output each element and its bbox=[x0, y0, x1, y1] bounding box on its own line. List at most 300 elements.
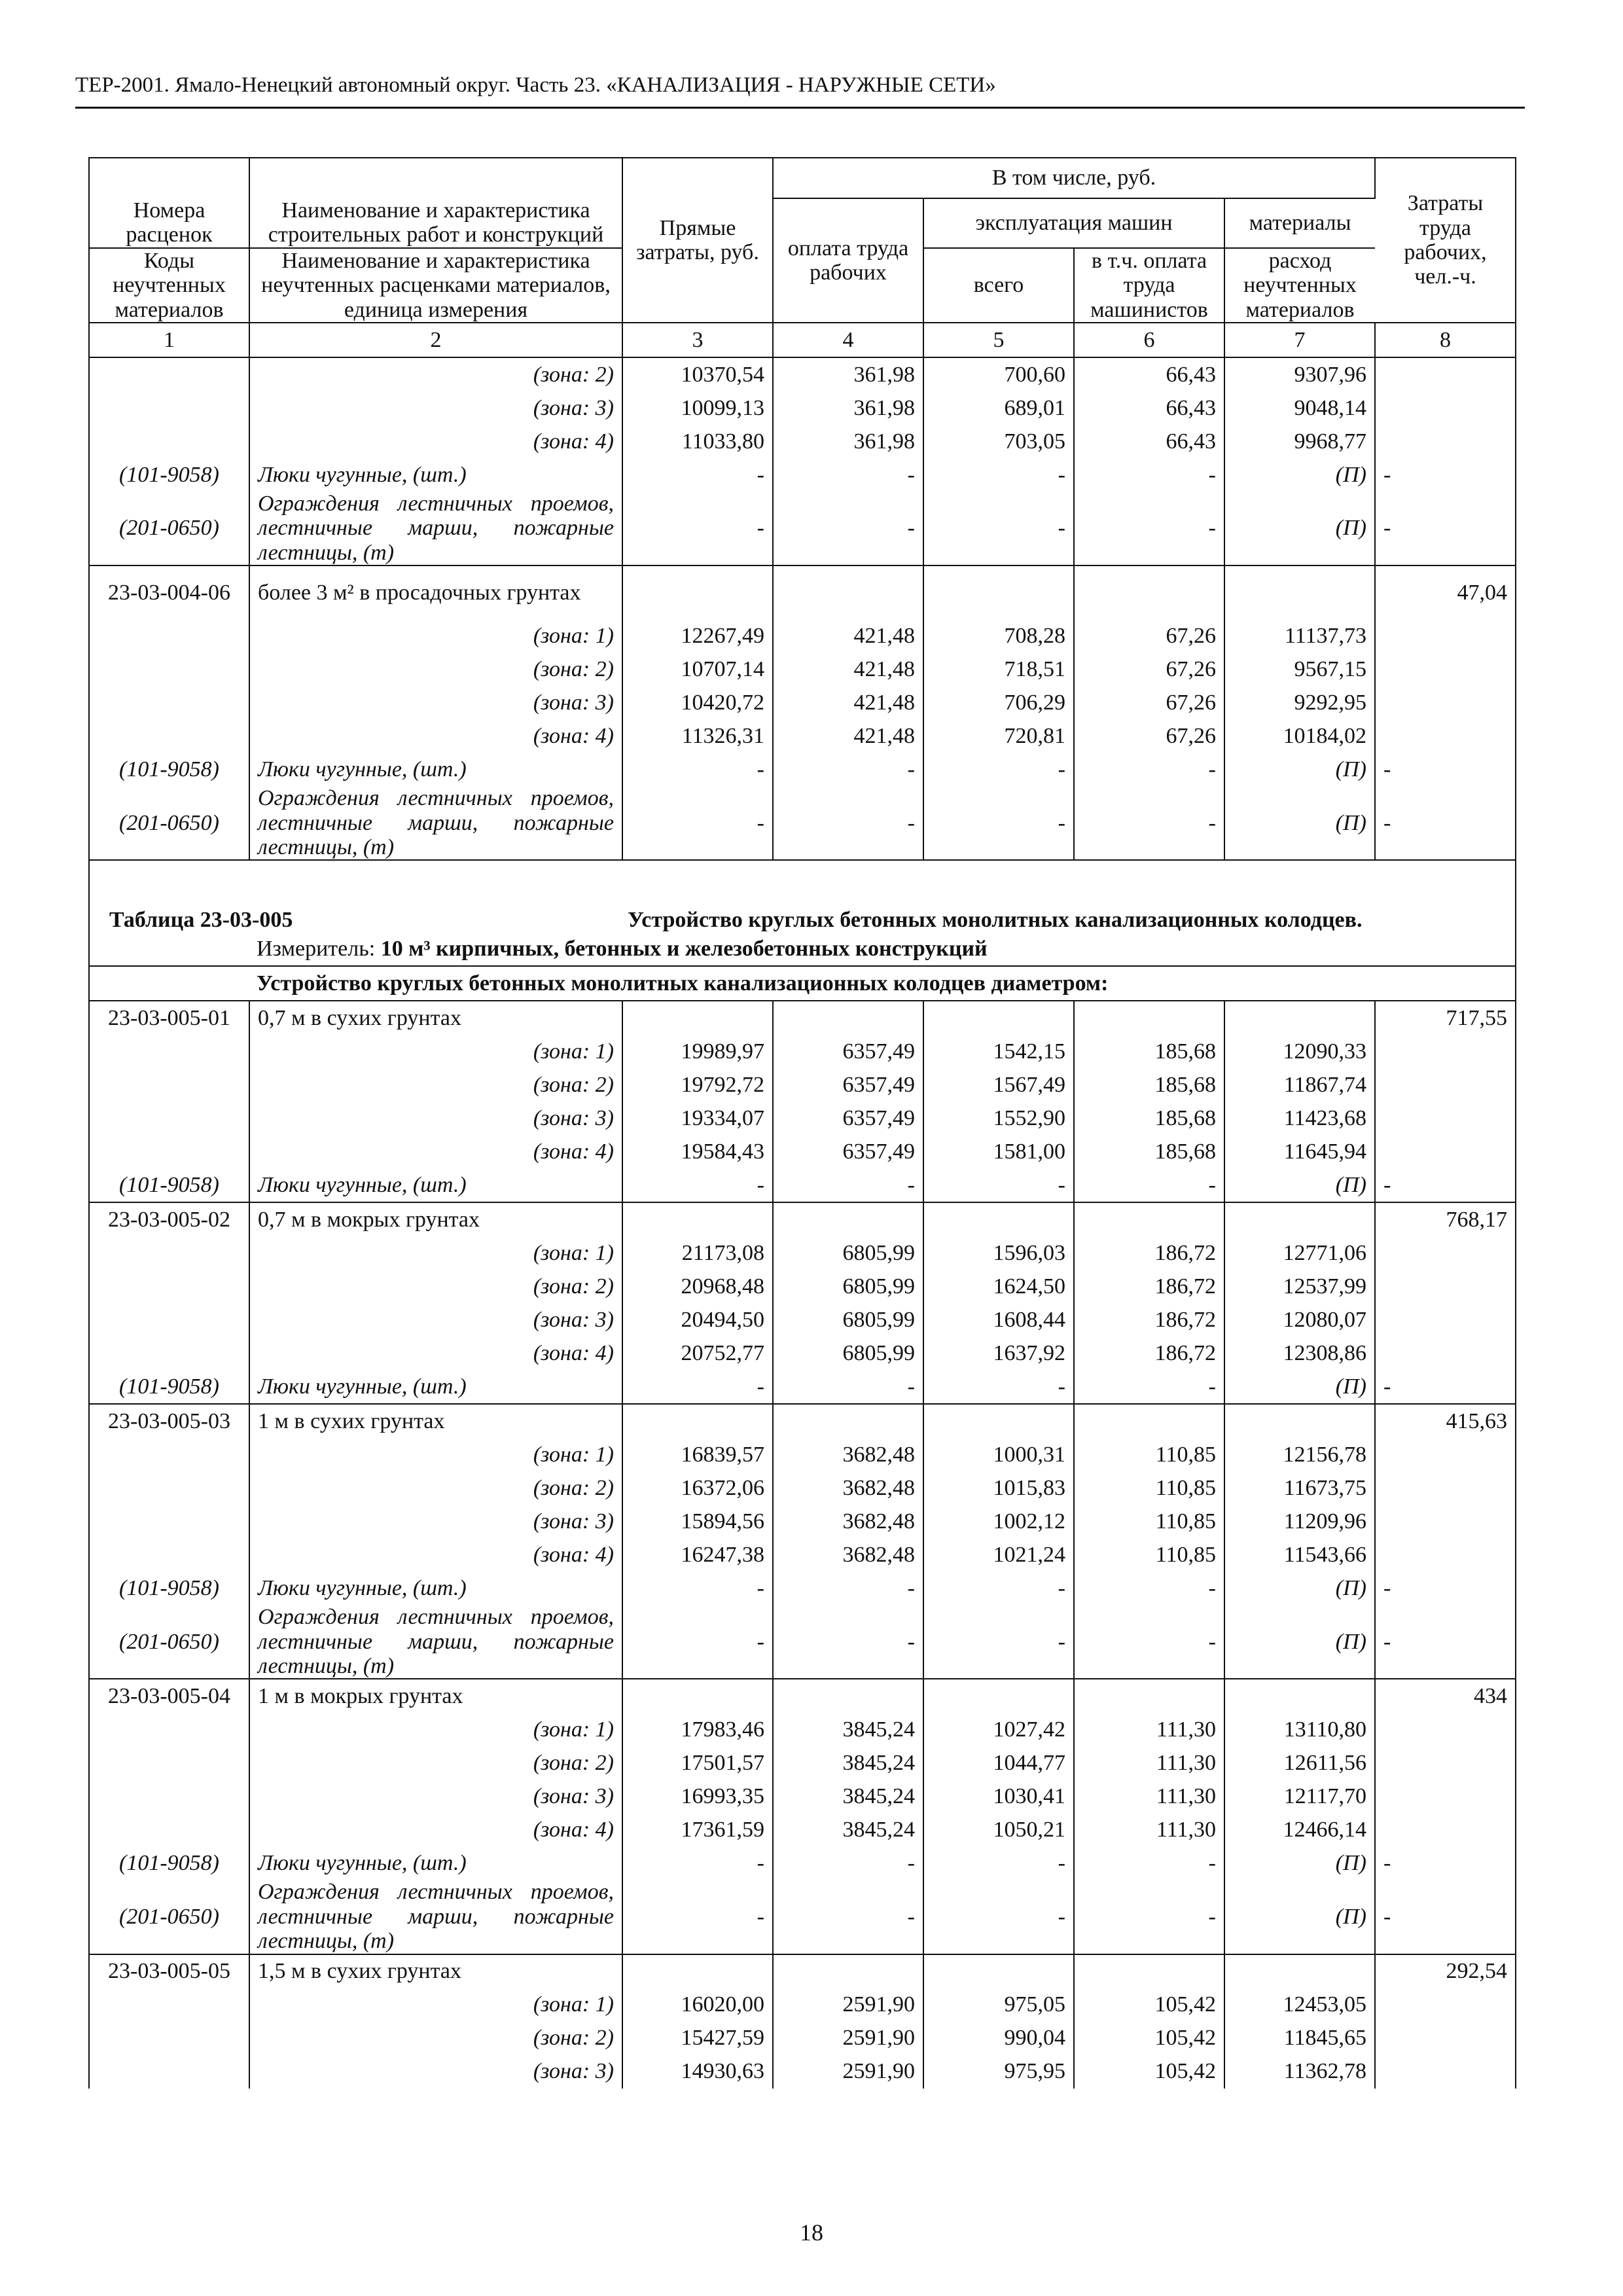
item-name: 1,5 м в сухих грунтах bbox=[249, 1954, 622, 1988]
head-machines-total: всего bbox=[923, 248, 1074, 323]
col-num-4: 4 bbox=[773, 323, 923, 357]
zone-row bbox=[89, 1102, 1516, 1135]
head-material-codes: Коды неучтенных материалов bbox=[89, 248, 249, 323]
material-name: Ограждения лестничных проемов, лестничные марши, пожарные лестницы, (т) bbox=[249, 492, 622, 565]
value-cell: - bbox=[1074, 1168, 1224, 1202]
value-cell: - bbox=[773, 458, 923, 492]
labor-cell: 717,55 bbox=[1375, 1001, 1516, 1035]
code-cell bbox=[89, 1538, 249, 1571]
value-cell: 110,85 bbox=[1074, 1505, 1224, 1538]
item-name: 1 м в сухих грунтах bbox=[249, 1404, 622, 1438]
value-cell: 17983,46 bbox=[622, 1713, 773, 1746]
col-num-1: 1 bbox=[89, 323, 249, 357]
value-cell: - bbox=[622, 1846, 773, 1880]
labor-cell bbox=[1375, 2055, 1516, 2089]
zone-row bbox=[89, 1438, 1516, 1471]
item-code: 23-03-005-02 bbox=[89, 1202, 249, 1236]
labor-cell bbox=[1375, 1035, 1516, 1068]
value-cell bbox=[923, 1001, 1074, 1035]
value-cell bbox=[1074, 1001, 1224, 1035]
labor-cell bbox=[1375, 1135, 1516, 1168]
value-cell: - bbox=[923, 492, 1074, 565]
table-title-row bbox=[89, 860, 1516, 932]
value-cell: 21173,08 bbox=[622, 1236, 773, 1270]
material-price-flag: (П) bbox=[1224, 1370, 1375, 1404]
labor-cell bbox=[1375, 1336, 1516, 1370]
section-title: Устройство круглых бетонных монолитных канализационных колодцев диаметром: bbox=[89, 966, 1516, 1001]
value-cell: 111,30 bbox=[1074, 1746, 1224, 1780]
value-cell: 16247,38 bbox=[622, 1538, 773, 1571]
item-row bbox=[89, 1404, 1516, 1438]
material-price-flag: (П) bbox=[1224, 1605, 1375, 1679]
code-cell bbox=[89, 1102, 249, 1135]
material-price-flag: (П) bbox=[1224, 1880, 1375, 1954]
value-cell: 16372,06 bbox=[622, 1471, 773, 1505]
zone-label: (зона: 1) bbox=[249, 1236, 622, 1270]
labor-cell: - bbox=[1375, 1571, 1516, 1605]
zone-label: (зона: 2) bbox=[249, 1471, 622, 1505]
value-cell: 11645,94 bbox=[1224, 1135, 1375, 1168]
item-row bbox=[89, 1202, 1516, 1236]
value-cell: 1015,83 bbox=[923, 1471, 1074, 1505]
col-num-2: 2 bbox=[249, 323, 622, 357]
code-cell bbox=[89, 1270, 249, 1303]
value-cell: 20752,77 bbox=[622, 1336, 773, 1370]
value-cell bbox=[622, 1679, 773, 1713]
material-code: (201-0650) bbox=[89, 1605, 249, 1679]
value-cell: 186,72 bbox=[1074, 1236, 1224, 1270]
labor-cell bbox=[1375, 1102, 1516, 1135]
zone-label: (зона: 1) bbox=[249, 1438, 622, 1471]
labor-cell bbox=[1375, 1270, 1516, 1303]
code-cell bbox=[89, 2055, 249, 2089]
head-labor: Затраты труда рабочих, чел.-ч. bbox=[1375, 158, 1516, 323]
value-cell: 11423,68 bbox=[1224, 1102, 1375, 1135]
material-name: Люки чугунные, (шт.) bbox=[249, 1571, 622, 1605]
zone-row bbox=[89, 1336, 1516, 1370]
value-cell: - bbox=[622, 1370, 773, 1404]
header-rule bbox=[75, 107, 1525, 109]
value-cell: - bbox=[923, 1880, 1074, 1954]
value-cell: 10099,13 bbox=[622, 391, 773, 425]
value-cell: 361,98 bbox=[773, 425, 923, 458]
code-cell bbox=[89, 1988, 249, 2022]
value-cell: - bbox=[773, 753, 923, 786]
material-price-flag: (П) bbox=[1224, 1846, 1375, 1880]
code-cell bbox=[89, 1780, 249, 1813]
value-cell bbox=[773, 1954, 923, 1988]
value-cell: 6357,49 bbox=[773, 1135, 923, 1168]
labor-cell: - bbox=[1375, 1880, 1516, 1954]
value-cell bbox=[1074, 1202, 1224, 1236]
value-cell: 421,48 bbox=[773, 619, 923, 653]
zone-label: (зона: 4) bbox=[249, 425, 622, 458]
zone-label: (зона: 1) bbox=[249, 619, 622, 653]
value-cell: - bbox=[622, 786, 773, 860]
value-cell: 1552,90 bbox=[923, 1102, 1074, 1135]
value-cell: - bbox=[1074, 492, 1224, 565]
code-cell bbox=[89, 1236, 249, 1270]
value-cell: 700,60 bbox=[923, 357, 1074, 391]
value-cell bbox=[923, 565, 1074, 619]
value-cell: - bbox=[622, 1571, 773, 1605]
value-cell: 361,98 bbox=[773, 391, 923, 425]
material-price-flag: (П) bbox=[1224, 786, 1375, 860]
value-cell: 66,43 bbox=[1074, 357, 1224, 391]
value-cell: - bbox=[773, 786, 923, 860]
value-cell: - bbox=[773, 1846, 923, 1880]
value-cell: 1567,49 bbox=[923, 1068, 1074, 1102]
value-cell: 12267,49 bbox=[622, 619, 773, 653]
value-cell bbox=[773, 1404, 923, 1438]
code-cell bbox=[89, 1505, 249, 1538]
item-name: 0,7 м в сухих грунтах bbox=[249, 1001, 622, 1035]
code-cell bbox=[89, 719, 249, 753]
material-code: (201-0650) bbox=[89, 786, 249, 860]
value-cell: 19334,07 bbox=[622, 1102, 773, 1135]
value-cell: 6805,99 bbox=[773, 1236, 923, 1270]
value-cell: 10370,54 bbox=[622, 357, 773, 391]
zone-row bbox=[89, 1236, 1516, 1270]
code-cell bbox=[89, 1035, 249, 1068]
value-cell: - bbox=[622, 1880, 773, 1954]
value-cell: 185,68 bbox=[1074, 1035, 1224, 1068]
value-cell bbox=[1224, 1954, 1375, 1988]
zone-label: (зона: 3) bbox=[249, 1505, 622, 1538]
zone-label: (зона: 3) bbox=[249, 1102, 622, 1135]
value-cell: 12308,86 bbox=[1224, 1336, 1375, 1370]
value-cell: - bbox=[622, 753, 773, 786]
material-name: Люки чугунные, (шт.) bbox=[249, 1168, 622, 1202]
value-cell: 708,28 bbox=[923, 619, 1074, 653]
value-cell: 689,01 bbox=[923, 391, 1074, 425]
value-cell bbox=[1224, 1202, 1375, 1236]
labor-cell bbox=[1375, 619, 1516, 653]
value-cell bbox=[622, 1202, 773, 1236]
value-cell: 12090,33 bbox=[1224, 1035, 1375, 1068]
labor-cell: - bbox=[1375, 786, 1516, 860]
value-cell: 67,26 bbox=[1074, 619, 1224, 653]
zone-label: (зона: 4) bbox=[249, 719, 622, 753]
value-cell: - bbox=[1074, 1605, 1224, 1679]
value-cell: 3682,48 bbox=[773, 1538, 923, 1571]
zone-label: (зона: 2) bbox=[249, 1068, 622, 1102]
value-cell: 11362,78 bbox=[1224, 2055, 1375, 2089]
value-cell: - bbox=[773, 1880, 923, 1954]
value-cell: 10420,72 bbox=[622, 686, 773, 719]
value-cell: 3682,48 bbox=[773, 1438, 923, 1471]
head-machines: эксплуатация машин bbox=[923, 198, 1224, 248]
head-work-names: Наименование и характеристика строительных работ и конструкций bbox=[249, 198, 622, 248]
item-code: 23-03-005-03 bbox=[89, 1404, 249, 1438]
zone-label: (зона: 1) bbox=[249, 1988, 622, 2022]
material-code: (101-9058) bbox=[89, 753, 249, 786]
labor-cell bbox=[1375, 686, 1516, 719]
material-row bbox=[89, 1605, 1516, 1679]
labor-cell: - bbox=[1375, 1168, 1516, 1202]
material-code: (101-9058) bbox=[89, 1168, 249, 1202]
zone-row bbox=[89, 653, 1516, 686]
code-cell bbox=[89, 1471, 249, 1505]
value-cell: 11867,74 bbox=[1224, 1068, 1375, 1102]
zone-label: (зона: 2) bbox=[249, 1270, 622, 1303]
value-cell: 1027,42 bbox=[923, 1713, 1074, 1746]
value-cell: - bbox=[923, 1571, 1074, 1605]
code-cell bbox=[89, 686, 249, 719]
value-cell: 975,05 bbox=[923, 1988, 1074, 2022]
value-cell: 6357,49 bbox=[773, 1035, 923, 1068]
value-cell: 185,68 bbox=[1074, 1135, 1224, 1168]
value-cell: - bbox=[1074, 1880, 1224, 1954]
value-cell: 110,85 bbox=[1074, 1471, 1224, 1505]
labor-cell bbox=[1375, 1780, 1516, 1813]
value-cell: 11326,31 bbox=[622, 719, 773, 753]
value-cell: - bbox=[923, 458, 1074, 492]
zone-label: (зона: 2) bbox=[249, 1746, 622, 1780]
zone-row bbox=[89, 1068, 1516, 1102]
value-cell: - bbox=[923, 753, 1074, 786]
zone-row bbox=[89, 391, 1516, 425]
value-cell: 105,42 bbox=[1074, 1988, 1224, 2022]
col-num-8: 8 bbox=[1375, 323, 1516, 357]
value-cell bbox=[1074, 1679, 1224, 1713]
labor-cell bbox=[1375, 719, 1516, 753]
value-cell: 67,26 bbox=[1074, 653, 1224, 686]
page-number: 18 bbox=[800, 2219, 823, 2246]
value-cell: 990,04 bbox=[923, 2022, 1074, 2055]
zone-label: (зона: 3) bbox=[249, 1780, 622, 1813]
labor-cell bbox=[1375, 1068, 1516, 1102]
value-cell: 186,72 bbox=[1074, 1303, 1224, 1336]
value-cell bbox=[773, 565, 923, 619]
head-materials: материалы bbox=[1224, 198, 1375, 248]
value-cell: 11033,80 bbox=[622, 425, 773, 458]
value-cell: 1581,00 bbox=[923, 1135, 1074, 1168]
value-cell: 2591,90 bbox=[773, 1988, 923, 2022]
value-cell: 11209,96 bbox=[1224, 1505, 1375, 1538]
labor-cell bbox=[1375, 1988, 1516, 2022]
value-cell: 15894,56 bbox=[622, 1505, 773, 1538]
material-row bbox=[89, 1880, 1516, 1954]
item-code: 23-03-005-05 bbox=[89, 1954, 249, 1988]
labor-cell bbox=[1375, 1236, 1516, 1270]
head-worker-pay: оплата труда рабочих bbox=[773, 198, 923, 323]
value-cell: 975,95 bbox=[923, 2055, 1074, 2089]
value-cell: 17361,59 bbox=[622, 1813, 773, 1846]
material-price-flag: (П) bbox=[1224, 753, 1375, 786]
col-num-6: 6 bbox=[1074, 323, 1224, 357]
code-cell bbox=[89, 357, 249, 391]
zone-label: (зона: 4) bbox=[249, 1813, 622, 1846]
value-cell bbox=[1224, 565, 1375, 619]
labor-cell: - bbox=[1375, 753, 1516, 786]
value-cell bbox=[622, 1954, 773, 1988]
value-cell: 20968,48 bbox=[622, 1270, 773, 1303]
value-cell: - bbox=[1074, 1571, 1224, 1605]
value-cell: 186,72 bbox=[1074, 1336, 1224, 1370]
zone-row bbox=[89, 1505, 1516, 1538]
labor-cell bbox=[1375, 1471, 1516, 1505]
value-cell: 12080,07 bbox=[1224, 1303, 1375, 1336]
value-cell: - bbox=[622, 458, 773, 492]
value-cell: 3682,48 bbox=[773, 1505, 923, 1538]
value-cell bbox=[773, 1001, 923, 1035]
item-name: более 3 м² в просадочных грунтах bbox=[249, 565, 622, 619]
value-cell bbox=[773, 1679, 923, 1713]
value-cell: 16020,00 bbox=[622, 1988, 773, 2022]
material-name: Ограждения лестничных проемов, лестничные марши, пожарные лестницы, (т) bbox=[249, 1880, 622, 1954]
item-row bbox=[89, 1679, 1516, 1713]
zone-label: (зона: 4) bbox=[249, 1538, 622, 1571]
value-cell: 1002,12 bbox=[923, 1505, 1074, 1538]
value-cell: 66,43 bbox=[1074, 425, 1224, 458]
value-cell: 105,42 bbox=[1074, 2022, 1224, 2055]
zone-label: (зона: 1) bbox=[249, 1713, 622, 1746]
zone-label: (зона: 3) bbox=[249, 2055, 622, 2089]
value-cell: - bbox=[1074, 458, 1224, 492]
labor-cell: - bbox=[1375, 458, 1516, 492]
value-cell: 111,30 bbox=[1074, 1780, 1224, 1813]
value-cell: 15427,59 bbox=[622, 2022, 773, 2055]
labor-cell: - bbox=[1375, 1846, 1516, 1880]
labor-cell: 768,17 bbox=[1375, 1202, 1516, 1236]
head-machinists-pay: в т.ч. оплата труда машинистов bbox=[1074, 248, 1224, 323]
running-header: ТЕР-2001. Ямало-Ненецкий автономный округ. Часть 23. «КАНАЛИЗАЦИЯ - НАРУЖНЫЕ СЕТИ» bbox=[75, 73, 996, 97]
value-cell: 361,98 bbox=[773, 357, 923, 391]
value-cell: - bbox=[1074, 1370, 1224, 1404]
value-cell: 11845,65 bbox=[1224, 2022, 1375, 2055]
zone-row bbox=[89, 1471, 1516, 1505]
head-rate-numbers: Номера расценок bbox=[89, 198, 249, 248]
value-cell: 16839,57 bbox=[622, 1438, 773, 1471]
value-cell: - bbox=[1074, 1846, 1224, 1880]
value-cell: 11137,73 bbox=[1224, 619, 1375, 653]
value-cell: 11673,75 bbox=[1224, 1471, 1375, 1505]
head-incl: В том числе, руб. bbox=[773, 158, 1375, 198]
value-cell: 3845,24 bbox=[773, 1780, 923, 1813]
zone-label: (зона: 1) bbox=[249, 1035, 622, 1068]
zone-label: (зона: 4) bbox=[249, 1135, 622, 1168]
zone-row bbox=[89, 2055, 1516, 2089]
material-price-flag: (П) bbox=[1224, 1571, 1375, 1605]
zone-row bbox=[89, 1303, 1516, 1336]
code-cell bbox=[89, 391, 249, 425]
material-name: Люки чугунные, (шт.) bbox=[249, 753, 622, 786]
value-cell: 1044,77 bbox=[923, 1746, 1074, 1780]
value-cell: - bbox=[923, 1605, 1074, 1679]
labor-cell bbox=[1375, 1813, 1516, 1846]
labor-cell bbox=[1375, 1303, 1516, 1336]
material-row bbox=[89, 753, 1516, 786]
zone-row bbox=[89, 1813, 1516, 1846]
zone-label: (зона: 3) bbox=[249, 1303, 622, 1336]
value-cell: 12611,56 bbox=[1224, 1746, 1375, 1780]
labor-cell: - bbox=[1375, 1605, 1516, 1679]
material-name: Люки чугунные, (шт.) bbox=[249, 1370, 622, 1404]
value-cell: 1000,31 bbox=[923, 1438, 1074, 1471]
labor-cell bbox=[1375, 1713, 1516, 1746]
material-row bbox=[89, 1571, 1516, 1605]
value-cell: 421,48 bbox=[773, 686, 923, 719]
value-cell: - bbox=[622, 1168, 773, 1202]
value-cell: 66,43 bbox=[1074, 391, 1224, 425]
item-code: 23-03-005-01 bbox=[89, 1001, 249, 1035]
item-code: 23-03-005-04 bbox=[89, 1679, 249, 1713]
value-cell: 111,30 bbox=[1074, 1713, 1224, 1746]
value-cell: 9292,95 bbox=[1224, 686, 1375, 719]
labor-cell bbox=[1375, 357, 1516, 391]
section-row bbox=[89, 966, 1516, 1001]
material-name: Ограждения лестничных проемов, лестничные марши, пожарные лестницы, (т) bbox=[249, 1605, 622, 1679]
material-name: Люки чугунные, (шт.) bbox=[249, 1846, 622, 1880]
zone-label: (зона: 2) bbox=[249, 357, 622, 391]
value-cell: 16993,35 bbox=[622, 1780, 773, 1813]
col-num-7: 7 bbox=[1224, 323, 1375, 357]
value-cell: 12156,78 bbox=[1224, 1438, 1375, 1471]
code-cell bbox=[89, 1068, 249, 1102]
value-cell: 2591,90 bbox=[773, 2055, 923, 2089]
material-price-flag: (П) bbox=[1224, 458, 1375, 492]
labor-cell: 292,54 bbox=[1375, 1954, 1516, 1988]
value-cell: 10184,02 bbox=[1224, 719, 1375, 753]
value-cell: 1596,03 bbox=[923, 1236, 1074, 1270]
value-cell: 19792,72 bbox=[622, 1068, 773, 1102]
material-code: (101-9058) bbox=[89, 1571, 249, 1605]
value-cell: 1030,41 bbox=[923, 1780, 1074, 1813]
value-cell bbox=[622, 1404, 773, 1438]
item-row bbox=[89, 1001, 1516, 1035]
value-cell: - bbox=[1074, 786, 1224, 860]
value-cell: - bbox=[773, 492, 923, 565]
value-cell: 1624,50 bbox=[923, 1270, 1074, 1303]
value-cell: 105,42 bbox=[1074, 2055, 1224, 2089]
head-col2-spacer bbox=[249, 158, 622, 198]
value-cell: - bbox=[773, 1571, 923, 1605]
value-cell: 67,26 bbox=[1074, 686, 1224, 719]
value-cell: 1637,92 bbox=[923, 1336, 1074, 1370]
value-cell: 13110,80 bbox=[1224, 1713, 1375, 1746]
material-code: (101-9058) bbox=[89, 458, 249, 492]
value-cell: - bbox=[622, 492, 773, 565]
value-cell: 12537,99 bbox=[1224, 1270, 1375, 1303]
value-cell: 19989,97 bbox=[622, 1035, 773, 1068]
value-cell: - bbox=[773, 1168, 923, 1202]
zone-row bbox=[89, 1988, 1516, 2022]
item-code: 23-03-004-06 bbox=[89, 565, 249, 619]
zone-row bbox=[89, 1035, 1516, 1068]
labor-cell bbox=[1375, 425, 1516, 458]
value-cell: 421,48 bbox=[773, 719, 923, 753]
value-cell: 110,85 bbox=[1074, 1438, 1224, 1471]
value-cell: 9048,14 bbox=[1224, 391, 1375, 425]
value-cell: - bbox=[923, 786, 1074, 860]
zone-label: (зона: 4) bbox=[249, 1336, 622, 1370]
value-cell: 3845,24 bbox=[773, 1713, 923, 1746]
zone-label: (зона: 3) bbox=[249, 391, 622, 425]
code-cell bbox=[89, 1303, 249, 1336]
zone-row bbox=[89, 619, 1516, 653]
value-cell bbox=[1074, 565, 1224, 619]
zone-row bbox=[89, 1538, 1516, 1571]
material-row bbox=[89, 1370, 1516, 1404]
value-cell bbox=[773, 1202, 923, 1236]
value-cell: 6805,99 bbox=[773, 1270, 923, 1303]
head-direct-costs: Прямые затраты, руб. bbox=[622, 158, 773, 323]
material-row bbox=[89, 492, 1516, 565]
labor-cell bbox=[1375, 1746, 1516, 1780]
value-cell: 1021,24 bbox=[923, 1538, 1074, 1571]
material-price-flag: (П) bbox=[1224, 1168, 1375, 1202]
